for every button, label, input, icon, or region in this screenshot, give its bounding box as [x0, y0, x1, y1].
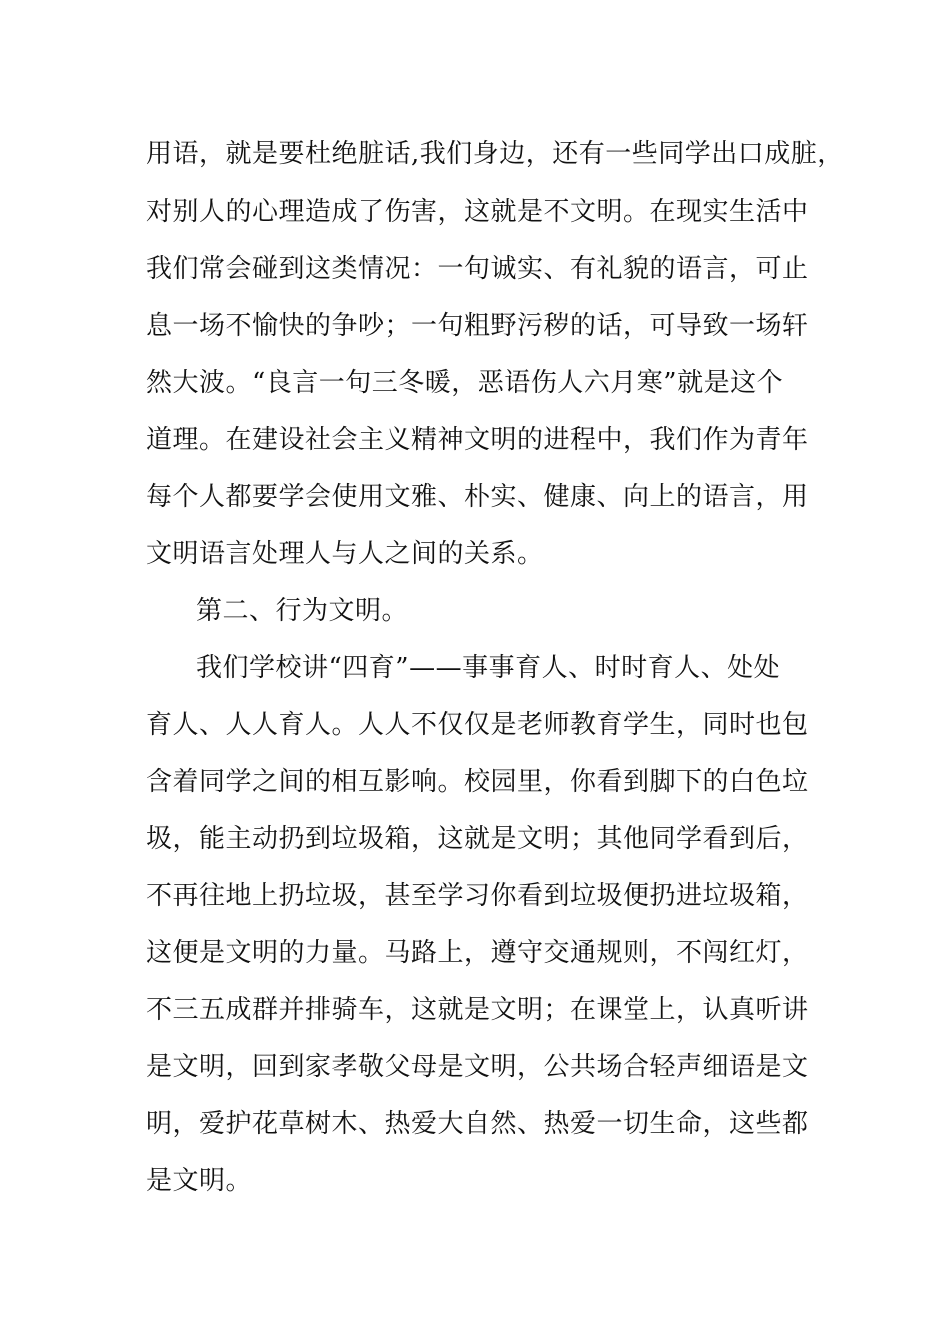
text-line: 然大波。“良言一句三冬暖，恶语伤人六月寒”就是这个 [146, 368, 784, 398]
text-line: 用语，就是要杜绝脏话,我们身边，还有一些同学出口成脏， [146, 139, 844, 169]
text-line: 对别人的心理造成了伤害，这就是不文明。在现实生活中 [146, 197, 809, 227]
text-line: 文明语言处理人与人之间的关系。 [146, 539, 544, 569]
text-line: 我们学校讲“四育”——事事育人、时时育人、处处 [196, 653, 781, 683]
text-line: 不三五成群并排骑车，这就是文明；在课堂上，认真听讲 [146, 995, 809, 1025]
text-line: 不再往地上扔垃圾，甚至学习你看到垃圾便扔进垃圾箱， [146, 881, 809, 911]
text-line: 是文明。 [146, 1166, 253, 1196]
text-line: 明，爱护花草树木、热爱大自然、热爱一切生命，这些都 [146, 1109, 809, 1139]
text-line: 道理。在建设社会主义精神文明的进程中，我们作为青年 [146, 425, 809, 455]
text-line: 我们常会碰到这类情况：一句诚实、有礼貌的语言，可止 [146, 254, 809, 284]
text-line: 含着同学之间的相互影响。校园里，你看到脚下的白色垃 [146, 767, 809, 797]
text-line: 是文明，回到家孝敬父母是文明，公共场合轻声细语是文 [146, 1052, 809, 1082]
text-line: 息一场不愉快的争吵；一句粗野污秽的话，可导致一场轩 [146, 311, 809, 341]
text-line: 育人、人人育人。人人不仅仅是老师教育学生，同时也包 [146, 710, 809, 740]
text-line: 圾，能主动扔到垃圾箱，这就是文明；其他同学看到后， [146, 824, 809, 854]
text-line: 每个人都要学会使用文雅、朴实、健康、向上的语言，用 [146, 482, 809, 512]
text-line: 这便是文明的力量。马路上，遵守交通规则，不闯红灯， [146, 938, 809, 968]
section-heading: 第二、行为文明。 [196, 596, 409, 626]
